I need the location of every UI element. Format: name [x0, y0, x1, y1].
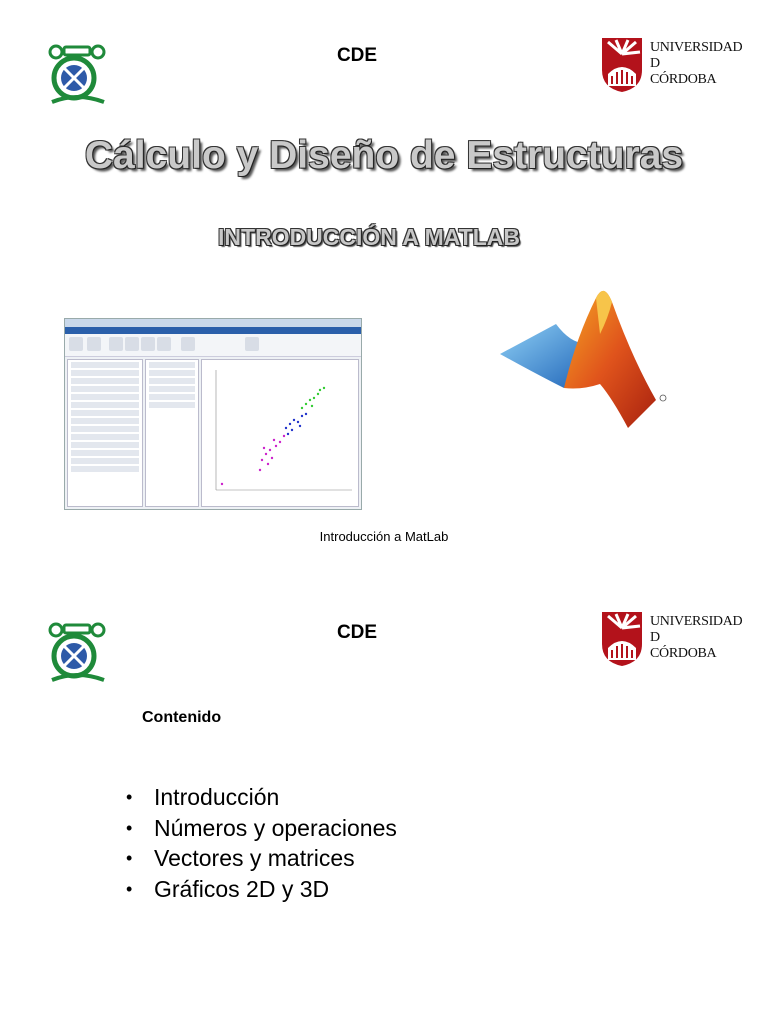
university-line-2: D — [650, 56, 660, 71]
school-logo — [44, 42, 110, 108]
university-shield-icon — [598, 34, 646, 94]
school-logo — [44, 620, 110, 686]
content-list — [120, 782, 397, 904]
slide-title: Cálculo y Diseño de Estructuras — [84, 134, 684, 177]
bullet-icon: • — [126, 817, 133, 838]
list-item — [120, 874, 397, 905]
university-line-2: D — [650, 630, 660, 645]
bullet-icon: • — [126, 787, 133, 807]
university-shield-icon — [598, 608, 646, 668]
school-emblem-icon — [44, 620, 110, 686]
list-item-text: Números y operaciones — [154, 814, 397, 841]
list-item — [120, 813, 397, 844]
university-name — [650, 40, 742, 88]
university-name — [650, 614, 742, 662]
matlab-app-screenshot — [64, 318, 362, 510]
matlab-logo-icon — [496, 278, 672, 434]
slide-caption: Introducción a MatLab — [319, 529, 449, 544]
slide-subtitle: INTRODUCCIÓN A MATLAB — [218, 224, 520, 250]
slide-2 — [0, 580, 768, 1024]
course-code: CDE — [336, 45, 378, 66]
university-line-1: UNIVERSIDAD — [650, 614, 743, 629]
university-line-3: CÓRDOBA — [650, 646, 717, 661]
bullet-icon: • — [126, 878, 133, 899]
list-item — [120, 782, 397, 813]
course-code: CDE — [336, 622, 378, 643]
list-item-text: Introducción — [154, 784, 280, 810]
list-item-text: Vectores y matrices — [154, 845, 355, 871]
school-emblem-icon — [44, 42, 110, 108]
list-item-text: Gráficos 2D y 3D — [154, 875, 330, 902]
university-line-1: UNIVERSIDAD — [650, 40, 743, 55]
university-logo — [598, 34, 743, 100]
university-logo — [598, 608, 743, 674]
university-line-3: CÓRDOBA — [650, 72, 717, 87]
list-item — [120, 843, 397, 874]
bullet-icon: • — [126, 848, 133, 868]
section-title: Contenido — [142, 709, 222, 726]
